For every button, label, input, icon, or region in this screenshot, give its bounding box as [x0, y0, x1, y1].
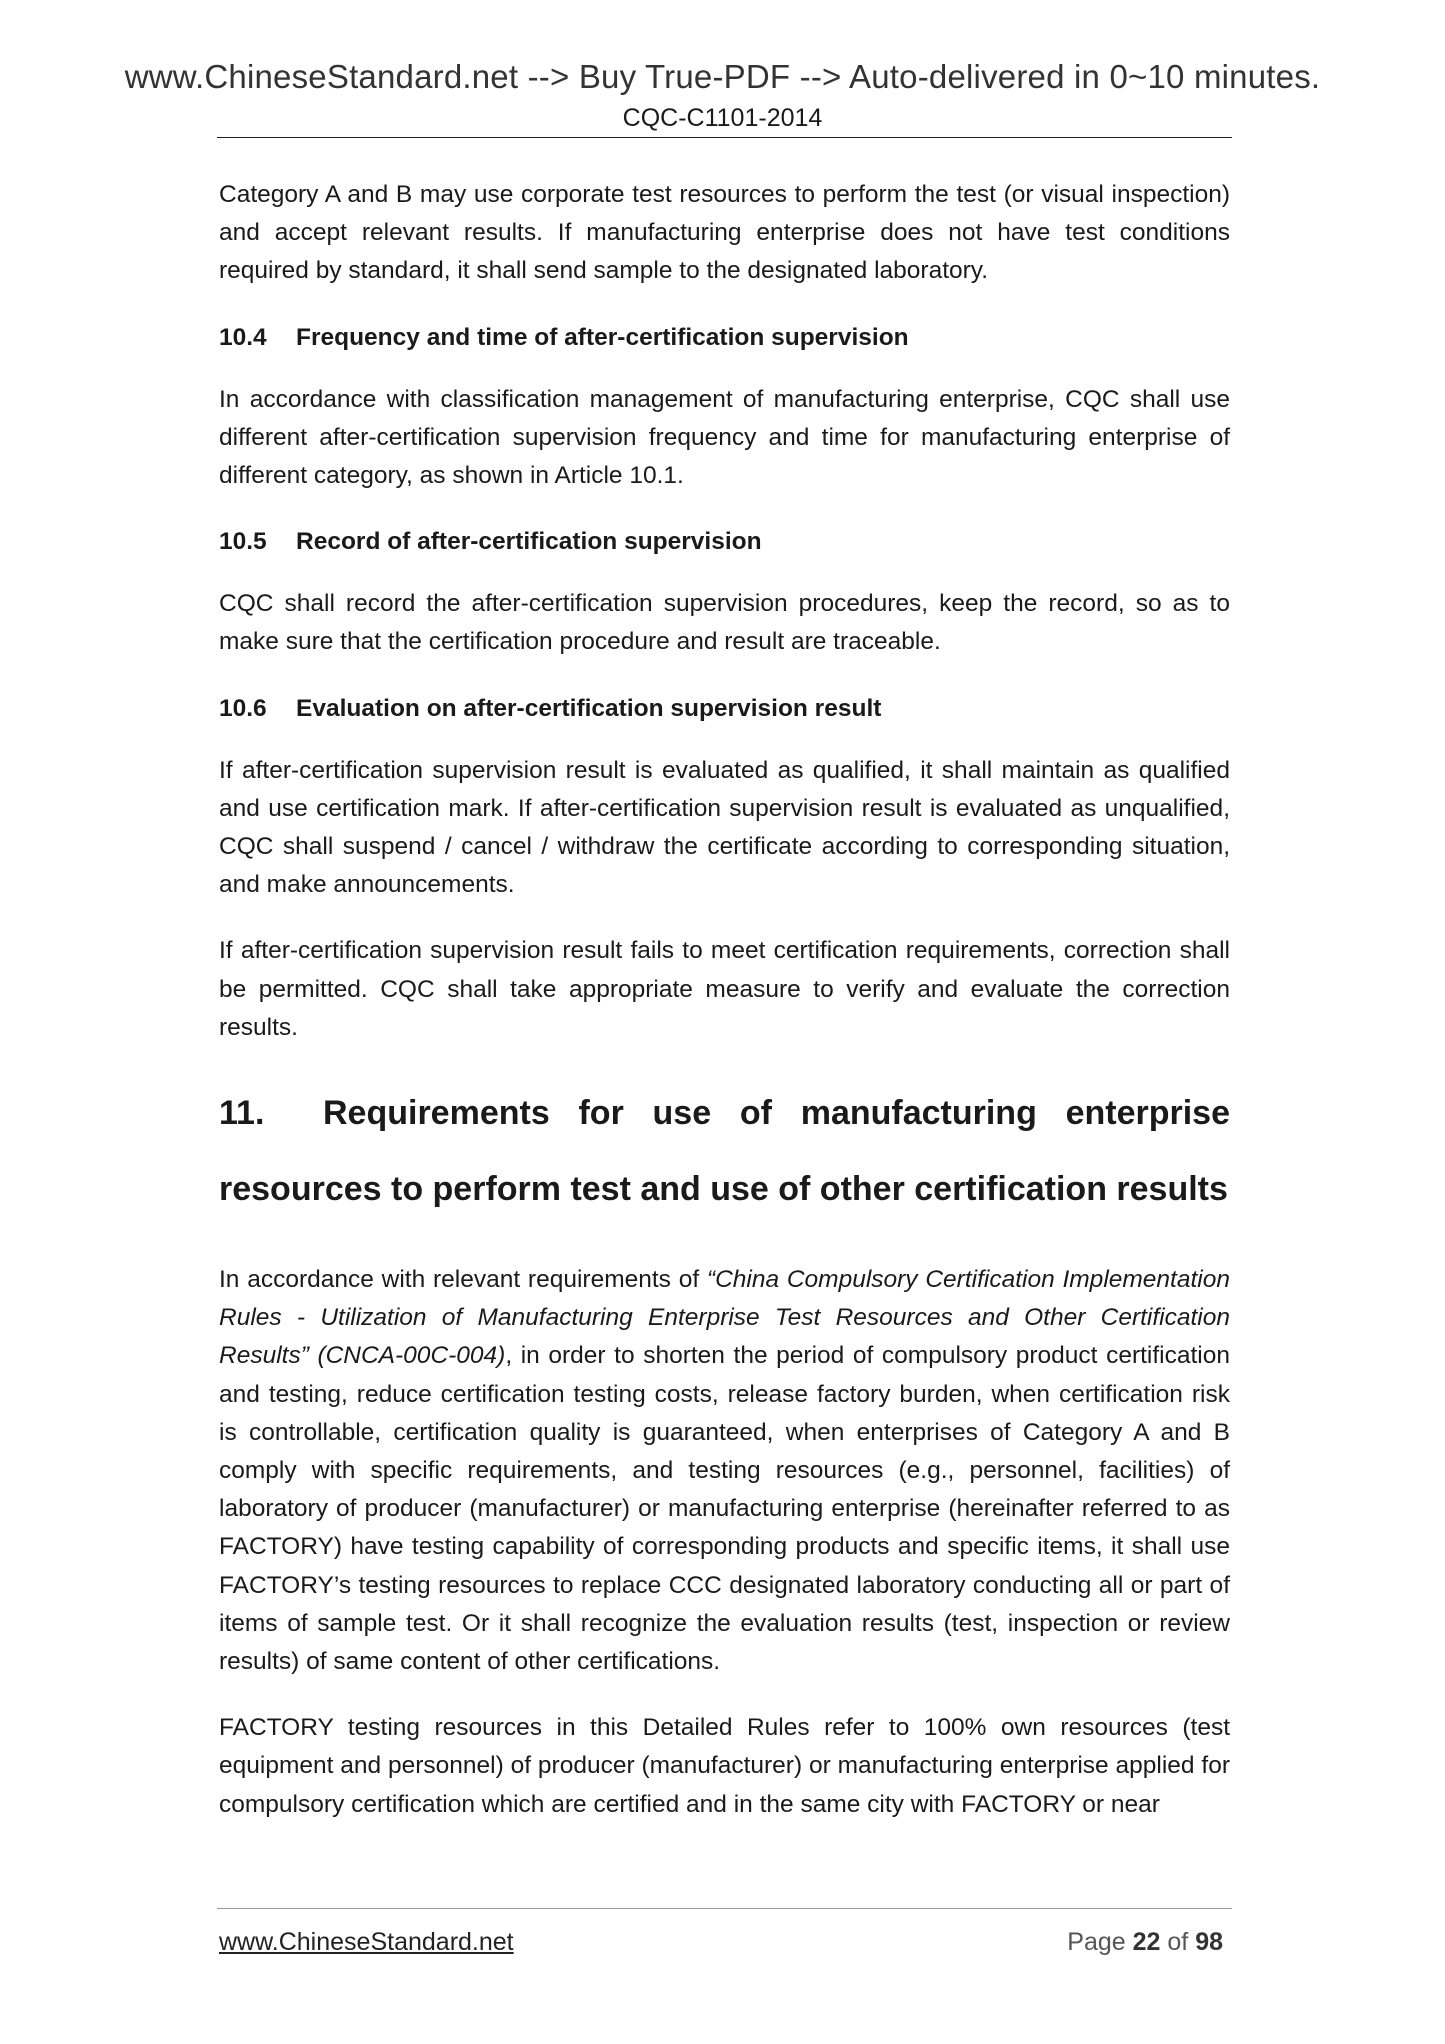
section-11-paragraph-2: FACTORY testing resources in this Detailed Rules refer to 100% own resources (test equipment and personnel) of producer (manufacturer) or manufacturing enterprise applied for compulsory certification which are certified and in the same city with FACTORY or near — [219, 1714, 1230, 1818]
section-number: 10.6 — [219, 694, 267, 722]
page-of-label: of — [1167, 1928, 1189, 1956]
section-number: 10.5 — [219, 528, 267, 556]
page-content — [219, 176, 1230, 1852]
section-10-4-paragraph: In accordance with classification management of manufacturing enterprise, CQC shall use different after-certification supervision frequency and time for manufacturing enterprise of different category, as shown in Article 10.1. — [219, 385, 1230, 490]
current-page-number: 22 — [1132, 1928, 1161, 1956]
promo-banner[interactable]: www.ChineseStandard.net --> Buy True-PDF --> Auto-delivered in 0~10 minutes. — [124, 58, 1321, 95]
section-10-5-paragraph: CQC shall record the after-certification supervision procedures, keep the record, so as to make sure that the certification procedure and result are traceable. — [219, 590, 1230, 656]
section-10-5-heading — [219, 523, 1230, 561]
section-11-paragraph-1 — [219, 1261, 1230, 1681]
section-10-6-paragraph-2: If after-certification supervision result fails to meet certification requirements, correction shall be permitted. CQC shall take appropriate measure to verify and evaluate the correction results. — [219, 937, 1230, 1041]
paragraph-rest: , in order to shorten the period of compulsory product certification and testing, reduce certification testing costs, release factory burden, when certification risk is controllable, certification quality is guaranteed, when enterprises of Category A and B comply with specific requirements, and testing resources (e.g., personnel, facilities) of laboratory of producer (manufacturer) or manufacturing enterprise (hereinafter referred to as FACTORY) have testing capability of corresponding products and specific items, it shall use FACTORY’s testing resources to replace CCC designated laboratory conducting all or part of items of sample test. Or it shall recognize the evaluation results (test, inspection or review results) of same content of other certifications. — [219, 1342, 1230, 1676]
cited-rules-title: “China Compulsory Certification Implementation Rules - Utilization of Manufacturing Enterprise Test Resources and Other Certification Results” (CNCA-00C-004) — [219, 1266, 1230, 1370]
page-indicator — [1067, 1928, 1223, 1957]
footer-divider — [217, 1908, 1232, 1909]
section-number: 11. — [219, 1094, 265, 1133]
intro-paragraph: Category A and B may use corporate test resources to perform the test (or visual inspection) and accept relevant results. If manufacturing enterprise does not have test conditions required by standard, it shall send sample to the designated laboratory. — [219, 181, 1230, 285]
section-number: 10.4 — [219, 323, 267, 351]
footer-site-link[interactable]: www.ChineseStandard.net — [219, 1928, 514, 1956]
section-10-6-paragraph-1: If after-certification supervision result is evaluated as qualified, it shall maintain as qualified and use certification mark. If after-certification supervision result is evaluated as unqualified, CQC shall suspend / cancel / withdraw the certificate according to corresponding situation, and make announcements. — [219, 756, 1230, 899]
page-label: Page — [1067, 1928, 1126, 1956]
section-10-6-heading — [219, 690, 1230, 728]
section-title: Requirements for use of manufacturing enterprise resources to perform test and use of other certification results — [219, 1094, 1230, 1209]
document-code: CQC-C1101-2014 — [622, 104, 823, 132]
paragraph-lead: In accordance with relevant requirements of — [219, 1266, 707, 1294]
section-title: Record of after-certification supervision — [296, 528, 762, 556]
section-title: Evaluation on after-certification supervision result — [296, 694, 882, 722]
section-10-4-heading — [219, 319, 1230, 357]
header-divider — [217, 137, 1232, 138]
section-11-heading — [219, 1075, 1230, 1227]
section-title: Frequency and time of after-certification supervision — [296, 323, 909, 351]
total-pages-number: 98 — [1195, 1928, 1223, 1956]
